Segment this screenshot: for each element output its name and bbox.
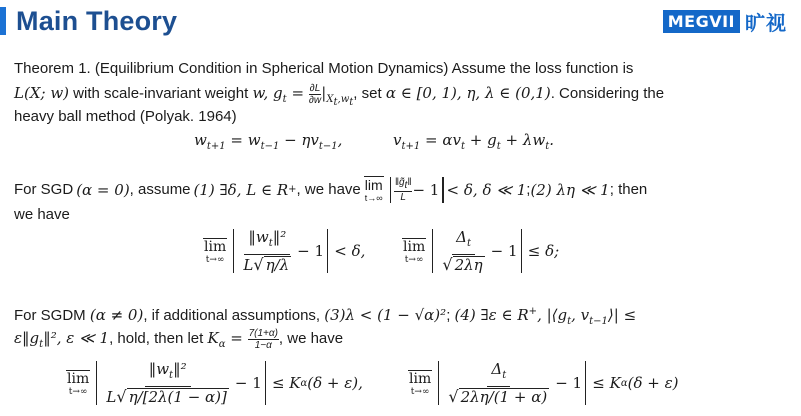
- heavy-ball-eq-2: [393, 131, 554, 152]
- t: , hold, then let: [109, 330, 208, 347]
- m: Δ: [491, 360, 503, 378]
- m: ‖: [407, 176, 412, 188]
- frac-den: ∂w: [308, 94, 322, 106]
- sgdm-result-1: [66, 360, 363, 406]
- math-param-ranges: α ∈ [0, 1), η, λ ∈ (0,1): [385, 84, 551, 102]
- m: − ηv: [279, 131, 319, 149]
- m: − 1: [297, 242, 325, 260]
- abs-bar: [327, 229, 328, 273]
- sqrt: [442, 256, 484, 274]
- t: For SGDM: [14, 307, 90, 324]
- m: +: [288, 183, 297, 195]
- sqrt: [253, 256, 291, 274]
- m: + λw: [500, 131, 546, 149]
- lim-word: lim: [403, 238, 426, 255]
- sqrt-body: 2λη: [454, 256, 483, 274]
- t: ; then: [609, 180, 648, 198]
- m: w: [194, 131, 207, 149]
- m: , v: [571, 306, 590, 324]
- math-eq: =: [286, 84, 309, 102]
- m: L: [243, 256, 254, 274]
- sgd-result-1: [203, 228, 365, 274]
- sqrt: [116, 388, 228, 406]
- m: ,: [337, 131, 343, 149]
- m: ε‖g: [14, 329, 40, 347]
- frac-num: [145, 360, 191, 387]
- s: t−1: [260, 141, 280, 152]
- abs-bar: [585, 361, 586, 405]
- sqrt-body: 2λη/(1 + α): [460, 388, 548, 406]
- delta-fraction: [444, 360, 553, 406]
- sqrt-body: η/λ: [265, 256, 290, 274]
- weight-norm-fraction: [239, 228, 295, 274]
- s: t−1: [318, 141, 338, 152]
- m: ‖w: [248, 228, 269, 246]
- sqrt: [448, 388, 549, 406]
- t: ;: [526, 180, 531, 198]
- frac-den: L: [400, 191, 406, 203]
- frac-den: 1−α: [254, 339, 272, 351]
- m: α: [218, 339, 226, 350]
- eval-x-sub: t: [333, 97, 338, 108]
- t: , if additional assumptions,: [143, 307, 325, 324]
- sqrt-sign: √: [442, 255, 453, 274]
- t: , we have: [278, 330, 344, 347]
- m: , |⟨g: [537, 306, 568, 324]
- m: t: [502, 370, 507, 381]
- m: ≤ δ;: [527, 242, 560, 260]
- lim-sub: t→∞: [68, 386, 88, 397]
- frac-num: ∂L: [309, 82, 321, 94]
- lim-sub: t→∞: [205, 254, 225, 265]
- m: v: [393, 131, 402, 149]
- math-sub: t: [282, 94, 287, 105]
- m: − 1: [490, 242, 518, 260]
- lim-operator: [402, 238, 426, 265]
- frac-num: [394, 177, 413, 192]
- frac-den: [444, 387, 553, 406]
- m: (δ + ε),: [307, 374, 363, 392]
- title-accent-bar: [0, 7, 6, 35]
- k-alpha-fraction: [248, 328, 279, 351]
- lim-operator: [408, 370, 432, 397]
- title-bar: [0, 6, 177, 36]
- eval-w: ,w: [337, 94, 350, 105]
- m: L: [106, 388, 117, 406]
- grad-ratio: [394, 177, 413, 203]
- abs-bar: [521, 229, 522, 273]
- m: ‖w: [148, 360, 170, 378]
- s: t+1: [401, 141, 421, 152]
- m: (1) ∃δ, L ∈ R: [193, 180, 289, 199]
- m: ≤ K: [592, 374, 621, 392]
- m: − 1: [234, 374, 262, 392]
- m: + g: [465, 131, 497, 149]
- m: ‖²: [173, 360, 187, 378]
- m: t: [39, 339, 44, 350]
- lim-operator: [364, 176, 384, 203]
- abs-bar: [442, 177, 443, 203]
- math-loss: L(X; w): [14, 84, 70, 102]
- math-w-g: w, g: [252, 84, 283, 102]
- m: (δ + ε): [627, 374, 679, 392]
- logo-cn-text: 旷视: [745, 11, 787, 35]
- m: ‖², ε ≪ 1: [43, 329, 110, 347]
- m: t−1: [589, 316, 608, 327]
- m: ⟩| ≤: [607, 306, 637, 324]
- sgd-result-2: [402, 228, 559, 274]
- m: < δ, δ ≪ 1: [446, 180, 527, 199]
- sgdm-result-2: [408, 360, 678, 406]
- m: t: [567, 316, 572, 327]
- sgdm-line-2: [14, 327, 789, 356]
- weight-norm-fraction: [102, 360, 232, 406]
- m: t: [268, 238, 273, 249]
- abs-bar: [265, 361, 266, 405]
- frac-den: [239, 255, 295, 274]
- sqrt-sign: √: [116, 387, 127, 406]
- t: , assume: [129, 180, 191, 198]
- t: For SGD: [14, 180, 74, 198]
- lim-sub: t→∞: [404, 254, 424, 265]
- abs-bar: [390, 177, 391, 203]
- lim-sub: t→∞: [364, 193, 383, 203]
- m: t: [404, 179, 408, 191]
- lim-operator: [203, 238, 227, 265]
- sqrt-sign: √: [253, 255, 264, 274]
- m: − 1: [412, 180, 440, 199]
- m: (4) ∃ε ∈ R: [454, 306, 529, 324]
- frac-num: [487, 360, 510, 387]
- m: ‖²: [272, 228, 287, 246]
- frac-den: [438, 255, 488, 274]
- m: ‖g̃: [394, 176, 405, 188]
- s: t: [460, 141, 465, 152]
- lim-word: lim: [67, 370, 90, 387]
- m: t: [169, 370, 174, 381]
- m: (2) λη ≪ 1: [530, 180, 610, 199]
- m: K: [207, 329, 219, 347]
- theorem-line-1: [14, 58, 789, 80]
- m: α: [620, 377, 628, 389]
- eval-x: X: [326, 94, 334, 105]
- s: t: [545, 141, 550, 152]
- m: (3)λ < (1 − √α)²: [324, 306, 447, 324]
- t: , we have: [296, 180, 361, 198]
- delta-fraction: [438, 228, 488, 274]
- lim-operator: [66, 370, 90, 397]
- m: t: [466, 238, 471, 249]
- lim-word: lim: [409, 370, 432, 387]
- lim-word: lim: [204, 238, 227, 255]
- sqrt-body: η/[2λ(1 − α)]: [128, 388, 227, 406]
- sgd-line-1: [14, 176, 789, 203]
- slide-title: Main Theory: [16, 5, 178, 36]
- text: , set: [353, 85, 386, 102]
- logo-box: MEGVII: [663, 10, 740, 33]
- lim-word: lim: [364, 177, 383, 193]
- abs-bar: [96, 361, 97, 405]
- m: .: [549, 131, 555, 149]
- sgd-line-2: we have: [14, 206, 70, 223]
- m: = αv: [420, 131, 461, 149]
- frac-num: [244, 228, 290, 255]
- eval-w-sub: t: [349, 97, 354, 108]
- lim-sub: t→∞: [410, 386, 430, 397]
- text: with scale-invariant weight: [69, 85, 253, 102]
- partial-fraction: [309, 83, 322, 106]
- m: +: [528, 306, 538, 317]
- t: ;: [446, 307, 455, 324]
- abs-bar: [438, 361, 439, 405]
- theorem-line-3: heavy ball method (Polyak. 1964): [14, 108, 237, 125]
- theorem-text: Theorem 1. (Equilibrium Condition in Spherical Motion Dynamics) Assume the loss function is: [14, 60, 634, 77]
- abs-bar: [432, 229, 433, 273]
- m: (α ≠ 0): [89, 306, 144, 324]
- m: (α = 0): [76, 180, 130, 199]
- megvii-logo: [663, 7, 787, 36]
- m: =: [225, 329, 248, 347]
- abs-bar: [233, 229, 234, 273]
- m: Δ: [456, 228, 467, 246]
- m: α: [300, 377, 308, 389]
- frac-num: 7(1+α): [248, 327, 278, 339]
- m: − 1: [555, 374, 583, 392]
- text: . Considering the: [550, 85, 665, 102]
- eval-sub: [326, 94, 354, 108]
- s: t: [496, 141, 501, 152]
- m: ≤ K: [271, 374, 301, 392]
- heavy-ball-eq-1: [194, 131, 342, 152]
- m: < δ,: [334, 242, 366, 260]
- sqrt-sign: √: [448, 387, 459, 406]
- m: = w: [225, 131, 261, 149]
- frac-den: [102, 387, 232, 406]
- math-bar: |: [321, 84, 327, 102]
- frac-num: [452, 228, 475, 255]
- s: t+1: [206, 141, 226, 152]
